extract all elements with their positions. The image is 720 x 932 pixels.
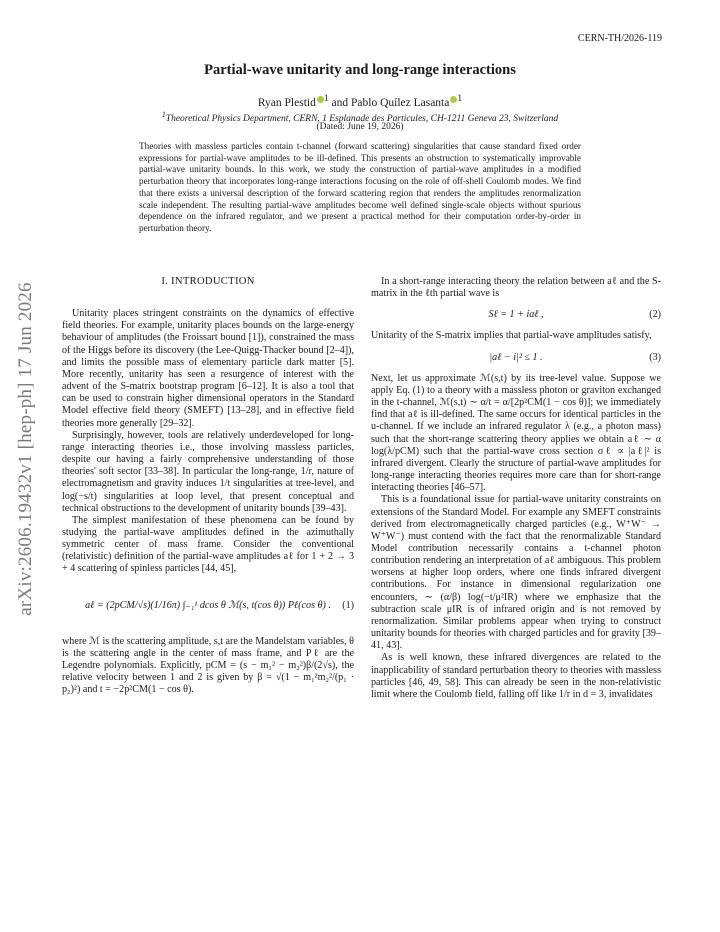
section-heading: I. INTRODUCTION xyxy=(161,276,255,287)
paragraph: Next, let us approximate ℳ(s,t) by its tree-level value. Suppose we apply Eq. (1) to a theory with a massless photon or graviton exchanged in the t-channel, ℳ(s,t) ∼ α/t = α/[2p²CM(1 − cos θ)]; we immediately find that aℓ is ill-defined. The same occurs for identical particles in the u-channel. If we include an infrared regulator λ (e.g., a photon mass) such that the short-range scattering theory applies we obtain aℓ ∼ α log(λ/pCM) such that the partial-wave cross section σℓ ∝ |aℓ|² is infrared divergent. Clearly the structure of partial-wave amplitudes for long-range interacting theories requires more care than for short-range interacting theories [46–57]. xyxy=(371,372,661,494)
paragraph: The simplest manifestation of these phenomena can be found by studying the partial-wave amplitudes defined in the azimuthally symmetric center of mass frame. Consider the conventional (relativistic) definition of the partial-wave amplitudes aℓ for 1 + 2 → 3 + 4 scattering of spinless particles [44, 45], xyxy=(62,514,354,575)
paragraph: As is well known, these infrared divergences are related to the inapplicability of standard perturbation theory to theories with massless particles [46, 49, 58]. This can already be seen in the non-relativistic limit where the Coulomb field, falling off like 1/r in d = 3, invalidates xyxy=(371,652,661,700)
affiliation-text: Theoretical Physics Department, CERN, 1 Esplanade des Particules, CH-1211 Geneva 23, Switzerland xyxy=(165,114,559,125)
abstract: Theories with massless particles contain t-channel (forward scattering) singularities that cause standard fixed order expressions for partial-wave amplitudes to be ill-defined. This presents an obstruction to systematically improvable partial-wave unitarity bounds. In this work, we study the construction of partial-wave amplitudes in a modified perturbation theory that incorporates long-range interactions focusing on the role of off-shell Coulomb modes. We find that there exists a universal description of the forward scattering region that renders the amplitudes renormalization scale independent. The resulting partial-wave amplitudes become well defined single-scale objects without spurious dependence on the infrared regulator, and we present a practical method for their computation order-by-order in perturbation theory. xyxy=(139,141,581,233)
author-name[interactable]: Pablo Quílez Lasanta xyxy=(351,96,450,109)
equation-1 xyxy=(62,600,354,612)
equation-number: (2) xyxy=(649,309,661,321)
equation-number: (3) xyxy=(649,351,661,363)
author-connector: and xyxy=(331,96,349,109)
equation-body: aℓ = (2pCM/√s)(1/16π) ∫₋₁¹ dcos θ ℳ(s, t(cos θ)) Pℓ(cos θ) . xyxy=(85,599,331,611)
equation-2 xyxy=(371,309,661,321)
paragraph: Unitarity of the S-matrix implies that partial-wave amplitudes satisfy, xyxy=(371,330,652,342)
equation-body: Sℓ = 1 + iaℓ , xyxy=(488,309,544,321)
affiliation-mark: 1 xyxy=(323,93,329,104)
affiliation-mark: 1 xyxy=(457,93,463,104)
date-line: (Dated: June 19, 2026) xyxy=(316,122,404,132)
paragraph: Surprisingly, however, tools are relatively underdeveloped for long-range interacting theories i.e., those involving massless particles, despite our having a fairly comprehensive understanding of those theories' soft sector [33–38]. In particular the long-range, 1/r, nature of electromagnetism and gravity induces 1/t singularities at tree-level, and log(−s/t) singularities at loop level, that present conceptual and technical obstructions to the development of unitarity bounds [39–43]. xyxy=(62,429,354,514)
paragraph: Unitarity places stringent constraints on the dynamics of effective field theories. For example, unitarity places bounds on the large-energy behaviour of amplitudes (the Froissart bound [1]), constrained the mass of the Higgs before its discovery (the Lee-Quigg-Thacker bound [2–4]), and limits the possible mass of elementary particle dark matter [5]. More recently, unitarity has seen a resurgence of interest with the advent of the S-matrix bootstrap program [6–12]. It is also a tool that can be used to constrain higher dimensional operators in the Standard Model effective field theory (SMEFT) [13–28], and in effective field theories more generally [29–32]. xyxy=(62,308,354,429)
paragraph: where ℳ is the scattering amplitude, s,t are the Mandelstam variables, θ is the scattering angle in the center of mass frame, and Pℓ are the Legendre polynomials. Explicitly, pCM = (s − m₁² − m₂²)β/(2√s), the relative velocity between 1 and 2 is given by β = √(1 − m₁²m₂²/(p₁ · p₂)²) and t = −2p²CM(1 − cos θ). xyxy=(62,635,354,696)
equation-body: |aℓ − i|² ≤ 1 . xyxy=(489,351,543,363)
left-column xyxy=(62,276,354,697)
report-number: CERN-TH/2026-119 xyxy=(577,33,662,44)
orcid-icon[interactable] xyxy=(317,96,324,103)
paragraph: This is a foundational issue for partial-wave unitarity constraints on extensions of the Standard Model. For example any SMEFT constraints derived from electromagnetically charged particles (e.g., W⁺W⁻ → W⁺W⁻) must contend with the fact that the renormalizable Standard Model contribution necessarily contains a t-channel photon contribution rendering an interpretation of aℓ ambiguous. This problem worsens at higher loop orders, where one finds infrared divergent contributions. For instance in dimensional regularization one encounters, ∼ (α/β) log(−t/μ²IR) where we emphasize that the subtraction scale μIR is of infrared origin and is not removed by renormalization. Similar problems appear when trying to construct unitarity bounds for theories with charged particles and for gravity [39–41, 43]. xyxy=(371,494,661,652)
affiliation-mark: 1 xyxy=(161,110,166,119)
arxiv-identifier: arXiv:2606.19432v1 [hep-ph] 17 Jun 2026 xyxy=(15,282,36,616)
paper-title: Partial-wave unitarity and long-range interactions xyxy=(204,62,516,78)
right-column xyxy=(371,276,661,701)
equation-number: (1) xyxy=(342,599,354,611)
author-list xyxy=(0,93,720,109)
author-name[interactable]: Ryan Plestid xyxy=(257,96,316,109)
equation-3 xyxy=(371,352,661,364)
paragraph: In a short-range interacting theory the relation between aℓ and the S-matrix in the ℓth partial wave is xyxy=(371,276,661,300)
